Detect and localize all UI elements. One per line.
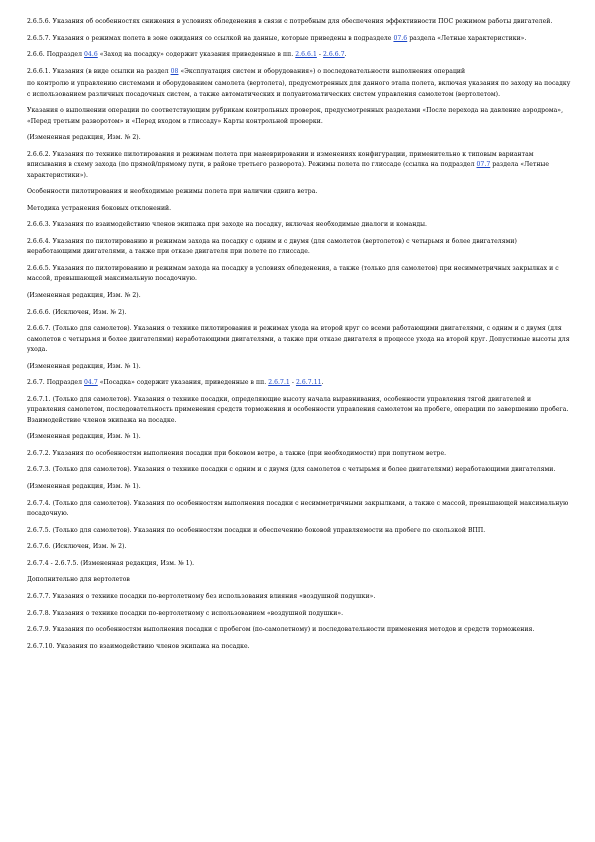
- paragraph-text: «Посадка» содержит указания, приведенные в пп.: [97, 379, 269, 387]
- paragraph-text: 2.6.7.4 - 2.6.7.5. (Измененная редакция, Изм. № 1).: [27, 559, 195, 567]
- paragraph-text: «Эксплуатация систем и оборудования») о последовательности выполнения операций: [178, 67, 466, 75]
- document-paragraph: [27, 204, 571, 214]
- document-paragraph: [27, 482, 571, 492]
- paragraph-text: раздела «Летные характеристики»).: [27, 161, 549, 179]
- paragraph-text: 2.6.7.6. (Исключен, Изм. № 2).: [27, 543, 127, 551]
- paragraph-text: по контролю и управлению системами и оборудованием самолета (вертолета), предусмотренных для данного этапа полета, включая указания по заходу на посадку с использованием различных посадочных систем, а также автоматических и полуавтоматических систем управления самолетом (вертолетом).: [27, 80, 571, 98]
- paragraph-text: 2.6.7.10. Указания по взаимодействию членов экипажа на посадке.: [27, 642, 250, 650]
- paragraph-text: 2.6.6.3. Указания по взаимодействию членов экипажа при заходе на посадку, включая необходимые диалоги и команды.: [27, 221, 428, 229]
- paragraph-text: 2.6.5.7. Указания о режимах полета в зоне ожидания со ссылкой на данные, которые приведены в подразделе: [27, 34, 394, 42]
- section-reference-link[interactable]: 2.6.6.1: [295, 51, 317, 59]
- section-reference-link[interactable]: 04.6: [84, 51, 98, 59]
- paragraph-text: 2.6.7.4. (Только для самолетов). Указания по особенностям выполнения посадки с несимметричными закрылками, а также с массой, превышающей максимальную посадочную.: [27, 499, 569, 517]
- document-paragraph: [27, 17, 571, 27]
- paragraph-text: Особенности пилотирования и необходимые режимы полета при наличии сдвига ветра.: [27, 188, 318, 196]
- paragraph-text: Методика устранения боковых отклонений.: [27, 204, 172, 212]
- paragraph-text: .: [321, 379, 324, 387]
- paragraph-text: 2.6.7. Подраздел: [27, 379, 84, 387]
- paragraph-text: «Заход на посадку» содержит указания приведенные в пп.: [97, 51, 296, 59]
- paragraph-text: раздела «Летные характеристики».: [407, 34, 527, 42]
- document-paragraph: [27, 133, 571, 143]
- document-paragraph: [27, 559, 571, 569]
- document-paragraph: [27, 34, 571, 44]
- paragraph-text: 2.6.6.2. Указания по технике пилотирования и режимам полета при маневрировании и изменениях конфигурации, применительно к типовым вариантам вписывания в схему захода (по прямой/прямому пути, в районе третьего разворота). Режимы полета по глиссаде (ссылка на подраздел: [27, 150, 534, 169]
- paragraph-text: 2.6.6.1. Указания (в виде ссылки на раздел: [27, 67, 171, 75]
- paragraph-text: Дополнительно для вертолетов: [27, 576, 130, 584]
- paragraph-text: -: [289, 379, 296, 387]
- paragraph-text: 2.6.7.9. Указания по особенностям выполнения посадки с пробегом (по-самолетному) и последовательности применения методов и средств торможения.: [27, 626, 535, 634]
- paragraph-text: 2.6.5.6. Указания об особенностях снижения в условиях обледенения в связи с потребным для обеспечения эффективности ПОС режимом работы двигателей.: [27, 18, 553, 25]
- document-paragraph: [27, 67, 571, 77]
- document-paragraph: [27, 526, 571, 536]
- document-paragraph: [27, 291, 571, 301]
- document-paragraph: [27, 187, 571, 197]
- document-paragraph: [27, 575, 571, 585]
- paragraph-text: 2.6.6.5. Указания по пилотированию и режимам захода на посадку в условиях обледенения, а также (только для самолетов) при несимметричных закрылках и с массой, превышающей максимальную посадочную.: [27, 264, 559, 283]
- document-paragraph: [27, 609, 571, 619]
- section-reference-link[interactable]: 2.6.7.11: [295, 379, 322, 387]
- document-paragraph: [27, 542, 571, 552]
- paragraph-text: 2.6.6.6. (Исключен, Изм. № 2).: [27, 308, 127, 316]
- paragraph-text: 2.6.7.3. (Только для самолетов). Указания о технике посадки с одним и с двумя (для самолетов с четырьмя и более двигателями) неработающими двигателями.: [27, 466, 556, 474]
- document-paragraph: [27, 499, 571, 520]
- document-paragraph: [27, 592, 571, 602]
- paragraph-text: -: [316, 51, 323, 59]
- paragraph-text: 2.6.6.4. Указания по пилотированию и режимам захода на посадку с одним и с двумя (для самолетов (вертолетов) с четырьмя и более двигателями) неработающими двигателями, а также при отказе двигателя при полете по глиссаде.: [27, 237, 517, 256]
- document-paragraph: [27, 395, 571, 426]
- paragraph-text: 2.6.6.7. (Только для самолетов). Указания о технике пилотирования и режимах ухода на второй круг со всеми работающими двигателями, с одним и с двумя (для самолетов с четырьмя и более двигателями) неработающими двигателями, а также при отказе двигателя в процессе ухода на второй круг. Допустимые высоты для ухода.: [27, 325, 570, 353]
- document-paragraph: [27, 50, 571, 60]
- paragraph-text: 2.6.7.8. Указания о технике посадки по-вертолетному с использованием «воздушной подушки».: [27, 609, 344, 617]
- paragraph-text: (Измененная редакция, Изм. № 2).: [27, 291, 141, 299]
- document-paragraph: [27, 625, 571, 635]
- document-paragraph: [27, 150, 571, 181]
- section-reference-link[interactable]: 04.7: [84, 379, 98, 387]
- document-paragraph: [27, 378, 571, 388]
- paragraph-text: 2.6.7.7. Указания о технике посадки по-вертолетному без использования влияния «воздушной подушки».: [27, 592, 376, 600]
- document-paragraph: [27, 79, 571, 100]
- document-paragraph: [27, 220, 571, 230]
- paragraph-text: (Измененная редакция, Изм. № 1).: [27, 482, 141, 490]
- document-paragraph: [27, 465, 571, 475]
- paragraph-text: 2.6.7.5. (Только для самолетов). Указания по особенностям посадки и обеспечению боковой управляемости на пробеге по скользкой ВПП.: [27, 526, 486, 534]
- paragraph-text: .: [344, 51, 347, 59]
- section-reference-link[interactable]: 08: [170, 67, 179, 75]
- document-paragraph: [27, 237, 571, 258]
- document-paragraph: [27, 362, 571, 372]
- section-reference-link[interactable]: 07.7: [476, 161, 491, 169]
- document-paragraph: [27, 324, 571, 355]
- document-paragraph: [27, 264, 571, 285]
- paragraph-text: (Измененная редакция, Изм. № 1).: [27, 433, 141, 441]
- document-paragraph: [27, 432, 571, 442]
- paragraph-text: 2.6.7.1. (Только для самолетов). Указания о технике посадки, определяющие высоту начала выравнивания, особенности управления тягой двигателей и управления самолетом, последовательность применения средств торможения и особенности управления самолетом на пробеге, операции по завершению пробега. Взаимодействие членов экипажа на посадке.: [27, 395, 569, 424]
- document-paragraph: [27, 106, 571, 127]
- paragraph-text: (Измененная редакция, Изм. № 1).: [27, 362, 141, 370]
- paragraph-text: 2.6.7.2. Указания по особенностям выполнения посадки при боковом ветре, а также (при необходимости) при попутном ветре.: [27, 449, 447, 457]
- document-paragraph: [27, 308, 571, 318]
- section-reference-link[interactable]: 2.6.6.7: [322, 51, 345, 59]
- paragraph-text: Указания о выполнении операции по соответствующим рубрикам контрольных проверок, предусмотренных разделами «После перехода на давление аэродрома», «Перед третьим разворотом» и «Перед входом в глиссаду» Карты контрольной проверки.: [27, 107, 564, 125]
- section-reference-link[interactable]: 2.6.7.1: [268, 379, 290, 387]
- section-reference-link[interactable]: 07.6: [393, 34, 408, 42]
- document-paragraph: [27, 449, 571, 459]
- paragraph-text: 2.6.6. Подраздел: [27, 51, 84, 59]
- document-paragraph: [27, 642, 571, 652]
- paragraph-text: (Измененная редакция, Изм. № 2).: [27, 134, 141, 142]
